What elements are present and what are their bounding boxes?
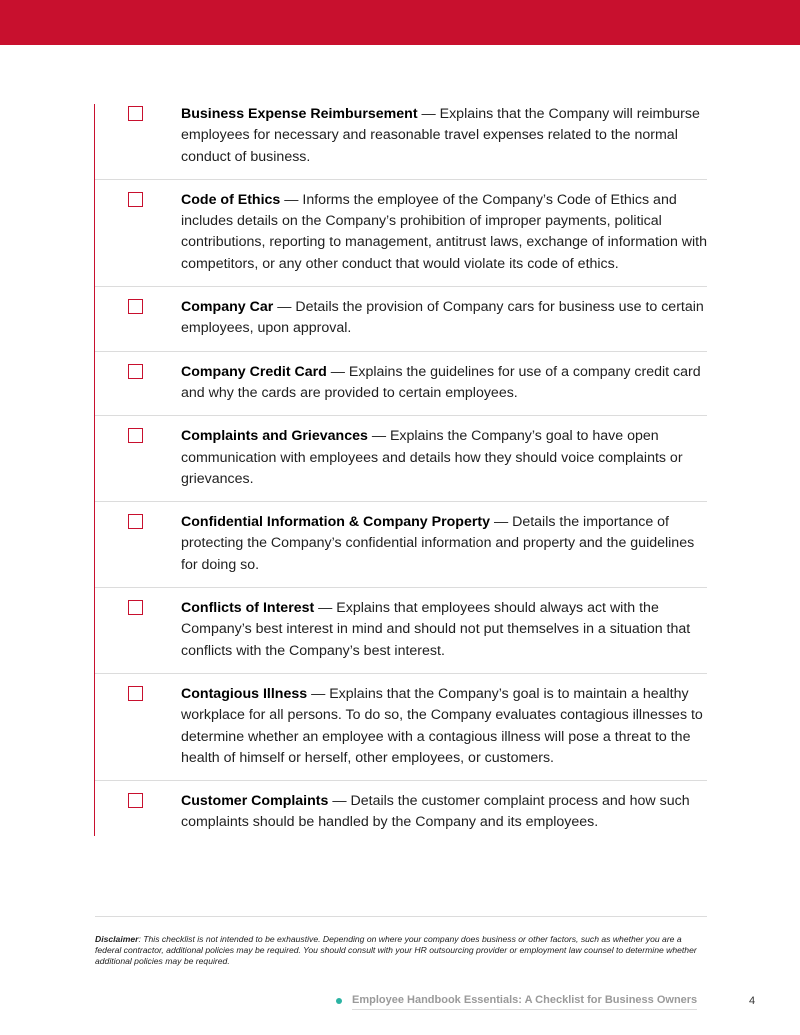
footer-bullet-icon: [336, 998, 342, 1004]
footer-title: Employee Handbook Essentials: A Checklist for Business Owners: [352, 994, 697, 1010]
item-title: Company Car: [181, 299, 274, 316]
item-title: Customer Complaints: [181, 793, 329, 810]
item-description: — Informs the employee of the Company’s Code of Ethics and includes details on the Company’s prohibition of improper payments, political contributions, reporting to management, antitrust laws, exchange of information with competitors, or any other conduct that would violate its code of ethics.: [181, 191, 708, 272]
item-title: Confidential Information & Company Property: [181, 514, 490, 531]
policy-checklist: [95, 94, 707, 845]
item-title: Complaints and Grievances: [181, 428, 368, 445]
item-text: [181, 598, 707, 662]
checklist-item: [95, 781, 707, 845]
item-title: Company Credit Card: [181, 363, 327, 380]
item-title: Conflicts of Interest: [181, 600, 315, 617]
item-text: [181, 684, 707, 769]
item-text: [181, 190, 707, 275]
checkbox[interactable]: [128, 428, 143, 443]
item-text: [181, 104, 707, 168]
item-description: — Explains the Company’s goal to have open communication with employees and details how they should voice complaints or grievances.: [181, 428, 683, 487]
checkbox[interactable]: [128, 364, 143, 379]
checklist-item: [95, 674, 707, 781]
checklist-item: [95, 94, 707, 180]
checklist-item: [95, 588, 707, 674]
checkbox[interactable]: [128, 793, 143, 808]
item-text: [181, 426, 707, 490]
checklist-item: [95, 352, 707, 417]
checkbox[interactable]: [128, 514, 143, 529]
item-description: — Explains that employees should always act with the Company’s best interest in mind and should not put themselves in a situation that conflicts with the Company’s best interest.: [181, 600, 691, 659]
item-text: [181, 297, 707, 340]
item-title: Contagious Illness: [181, 685, 308, 702]
page-number: 4: [749, 995, 756, 1007]
disclaimer-text: : This checklist is not intended to be exhaustive. Depending on where your company does business or other factors, such as whether you are a federal contractor, additional policies may be required. You should consult with your HR outsourcing provider or employment law counsel to determine whether additional policies may be required.: [95, 934, 697, 967]
header-bar: [0, 0, 800, 45]
item-description: — Explains that the Company will reimburse employees for necessary and reasonable travel expenses related to the normal conduct of business.: [181, 106, 700, 165]
checkbox[interactable]: [128, 299, 143, 314]
item-title: Business Expense Reimbursement: [181, 106, 418, 122]
item-text: [181, 362, 707, 405]
item-description: — Explains that the Company’s goal is to maintain a healthy workplace for all persons. To do so, the Company evaluates contagious illnesses to determine whether an employee with a contagious illness will pose a threat to the health of himself or herself, other employees, or customers.: [181, 685, 703, 766]
disclaimer-divider: [95, 916, 707, 917]
checklist-item: [95, 287, 707, 352]
item-text: [181, 791, 707, 834]
checkbox[interactable]: [128, 686, 143, 701]
checklist-item: [95, 416, 707, 502]
item-description: — Details the importance of protecting the Company’s confidential information and property and the guidelines for doing so.: [181, 514, 695, 573]
disclaimer: [95, 934, 707, 968]
item-description: — Details the customer complaint process and how such complaints should be handled by the Company and its employees.: [181, 793, 690, 831]
checklist-item: [95, 180, 707, 287]
item-title: Code of Ethics: [181, 191, 281, 208]
item-description: — Explains the guidelines for use of a company credit card and why the cards are provided to certain employees.: [181, 363, 701, 401]
checkbox[interactable]: [128, 600, 143, 615]
checkbox[interactable]: [128, 106, 143, 121]
checkbox[interactable]: [128, 192, 143, 207]
checklist-item: [95, 502, 707, 588]
item-description: — Details the provision of Company cars for business use to certain employees, upon approval.: [181, 299, 704, 337]
disclaimer-label: Disclaimer: [95, 934, 139, 944]
item-text: [181, 512, 707, 576]
